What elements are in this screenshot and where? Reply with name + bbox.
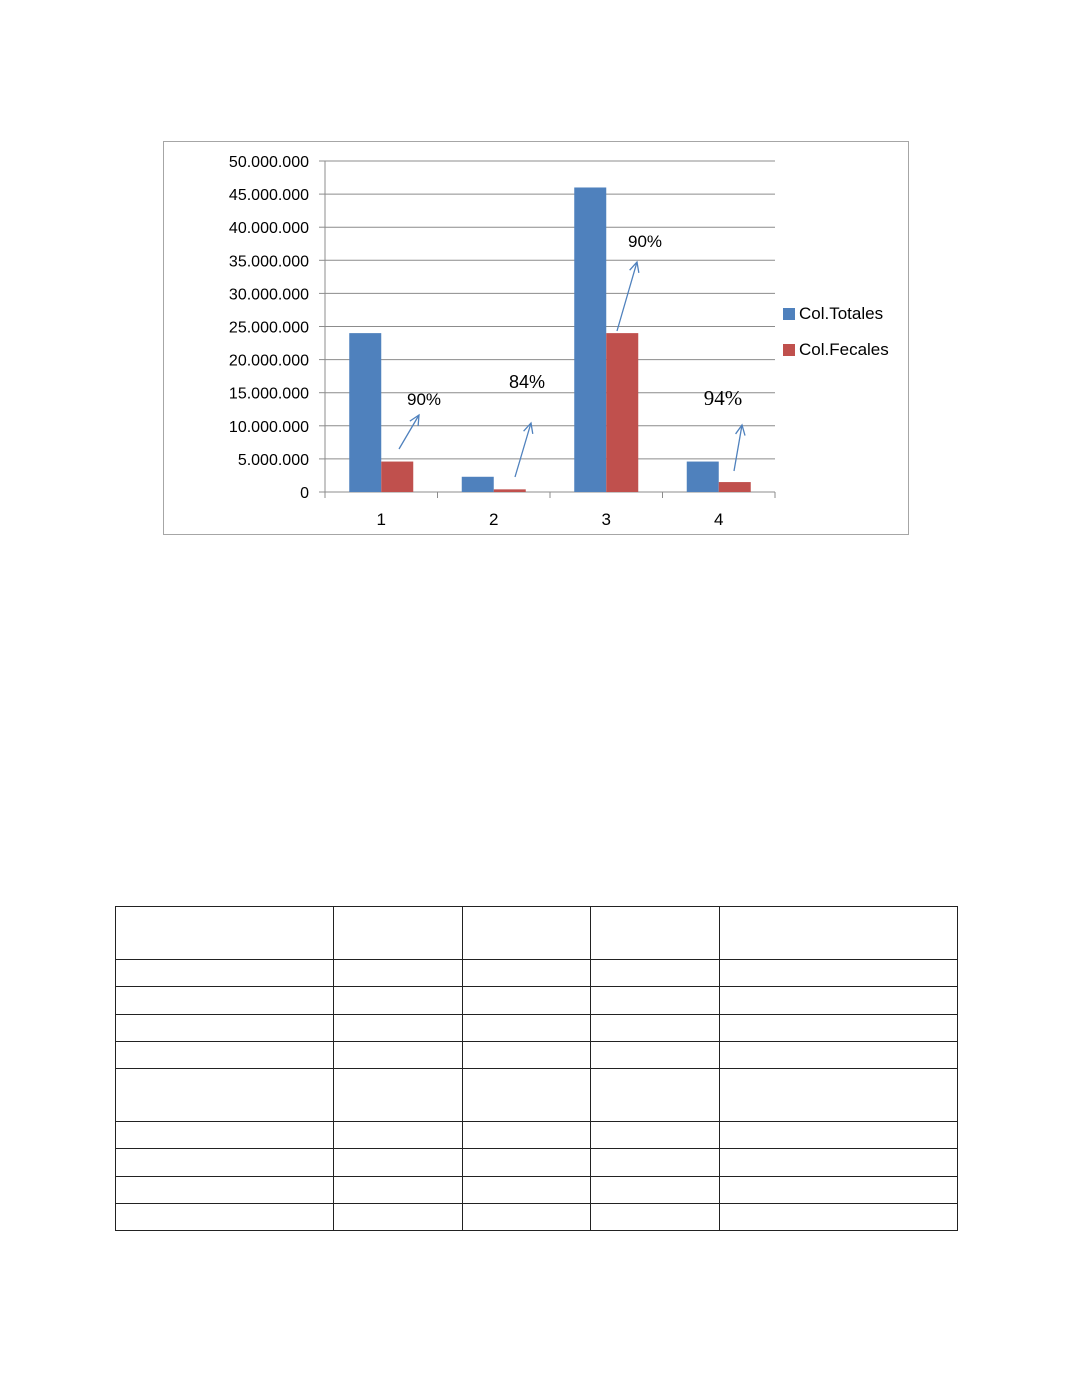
table-cell xyxy=(463,960,591,987)
y-tick-label: 45.000.000 xyxy=(228,187,309,205)
table-cell xyxy=(334,1176,463,1203)
table-cell xyxy=(720,1014,958,1041)
table-cell xyxy=(591,960,720,987)
table-cell xyxy=(334,960,463,987)
table-row xyxy=(116,1149,958,1176)
table-cell xyxy=(463,1149,591,1176)
table-row xyxy=(116,1203,958,1230)
table-cell xyxy=(591,1014,720,1041)
table-cell xyxy=(334,1149,463,1176)
table-cell xyxy=(334,1014,463,1041)
table-cell xyxy=(463,1041,591,1068)
bar-col-fecales-1 xyxy=(381,462,413,492)
x-tick-label: 1 xyxy=(376,510,386,529)
table-cell xyxy=(334,1122,463,1149)
table-row xyxy=(116,907,958,960)
y-tick-label: 35.000.000 xyxy=(228,253,309,271)
table-cell xyxy=(720,1203,958,1230)
table-cell xyxy=(334,1068,463,1121)
bar-col-totales-2 xyxy=(462,477,494,492)
table-cell xyxy=(116,907,334,960)
bar-col-totales-4 xyxy=(687,462,719,492)
legend-label: Col.Totales xyxy=(799,304,884,323)
legend-swatch-col-totales xyxy=(783,308,795,320)
y-tick-label: 5.000.000 xyxy=(237,451,309,469)
table-cell xyxy=(720,1041,958,1068)
data-table xyxy=(115,906,958,1231)
table-cell xyxy=(463,907,591,960)
table-row xyxy=(116,1041,958,1068)
table-row xyxy=(116,987,958,1014)
table-cell xyxy=(720,1122,958,1149)
x-tick-label: 4 xyxy=(714,510,724,529)
bar-chart xyxy=(163,141,909,535)
y-tick-label: 0 xyxy=(300,485,309,502)
annotation-label: 90% xyxy=(406,390,442,409)
table-cell xyxy=(720,1149,958,1176)
table-cell xyxy=(720,960,958,987)
table-row xyxy=(116,1122,958,1149)
table-cell xyxy=(591,987,720,1014)
table-cell xyxy=(591,1068,720,1121)
table-cell xyxy=(463,1014,591,1041)
table-cell xyxy=(116,1014,334,1041)
table-cell xyxy=(463,1068,591,1121)
table-cell xyxy=(463,1122,591,1149)
table-cell xyxy=(116,987,334,1014)
bar-col-fecales-3 xyxy=(606,333,638,492)
y-tick-label: 25.000.000 xyxy=(228,319,309,337)
y-tick-label: 20.000.000 xyxy=(228,352,309,370)
table-cell xyxy=(334,907,463,960)
table-cell xyxy=(720,1068,958,1121)
y-tick-label: 50.000.000 xyxy=(228,154,309,171)
table-cell xyxy=(463,1176,591,1203)
annotation-label: 90% xyxy=(627,232,663,251)
table-cell xyxy=(591,1203,720,1230)
table-cell xyxy=(463,1203,591,1230)
table-cell xyxy=(116,1149,334,1176)
chart-frame xyxy=(163,141,909,535)
y-tick-label: 15.000.000 xyxy=(228,385,309,403)
table-cell xyxy=(116,1203,334,1230)
table-cell xyxy=(720,907,958,960)
annotation-label: 94% xyxy=(703,386,743,410)
table-cell xyxy=(116,1122,334,1149)
legend-swatch-col-fecales xyxy=(783,344,795,356)
bar-col-totales-1 xyxy=(349,333,381,492)
legend-label: Col.Fecales xyxy=(799,340,889,359)
bar-col-totales-3 xyxy=(574,187,606,492)
table-cell xyxy=(334,987,463,1014)
table-cell xyxy=(334,1041,463,1068)
table-cell xyxy=(116,1041,334,1068)
table-cell xyxy=(334,1203,463,1230)
x-tick-label: 3 xyxy=(601,510,611,529)
table-cell xyxy=(116,1068,334,1121)
table-cell xyxy=(116,1176,334,1203)
table-cell xyxy=(591,1176,720,1203)
table-cell xyxy=(591,907,720,960)
table-row xyxy=(116,960,958,987)
table-cell xyxy=(720,1176,958,1203)
annotation-label: 84% xyxy=(508,372,546,392)
bar-col-fecales-4 xyxy=(719,482,751,492)
y-tick-label: 10.000.000 xyxy=(228,418,309,436)
table-cell xyxy=(116,960,334,987)
table-cell xyxy=(591,1149,720,1176)
bar-col-fecales-2 xyxy=(494,489,526,492)
y-tick-label: 30.000.000 xyxy=(228,286,309,304)
table-cell xyxy=(463,987,591,1014)
table-row xyxy=(116,1176,958,1203)
table-row xyxy=(116,1014,958,1041)
y-tick-label: 40.000.000 xyxy=(228,220,309,238)
table-row xyxy=(116,1068,958,1121)
table-cell xyxy=(591,1041,720,1068)
x-tick-label: 2 xyxy=(489,510,499,529)
table-cell xyxy=(720,987,958,1014)
table-cell xyxy=(591,1122,720,1149)
